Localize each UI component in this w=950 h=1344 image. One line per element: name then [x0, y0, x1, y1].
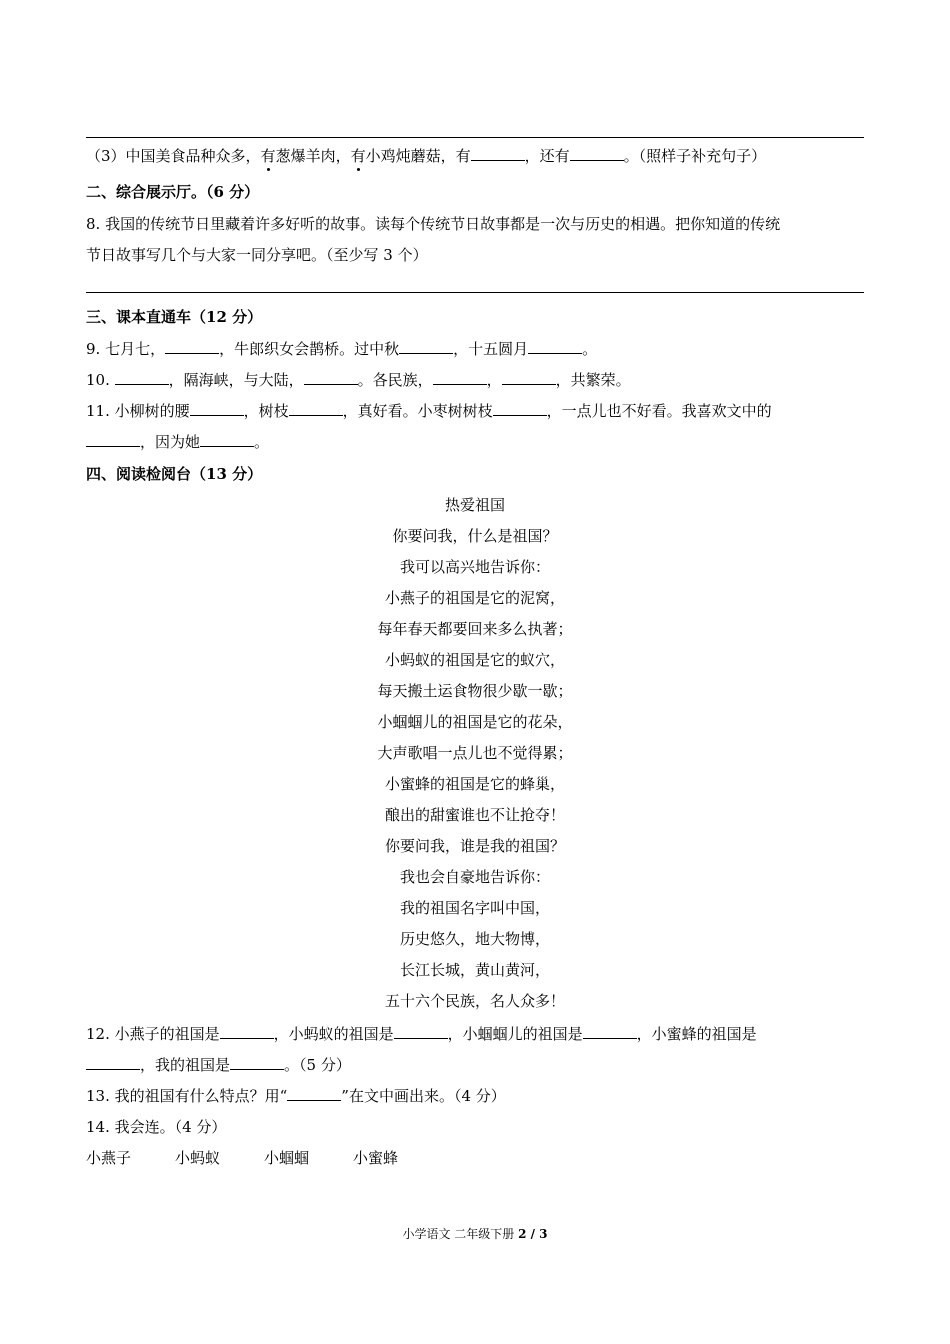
fill-blank[interactable] — [433, 370, 487, 385]
text: 。 — [582, 340, 598, 358]
text: （3）中国美食品种众多， — [86, 147, 261, 165]
fill-blank[interactable] — [528, 339, 582, 354]
poem-line: 历史悠久，地大物博， — [399, 930, 550, 948]
fill-blank[interactable] — [493, 401, 547, 416]
dotted-char: 有 — [260, 147, 276, 165]
question-14: 14. 我会连。（4 分） — [86, 1118, 227, 1136]
text: 。各民族， — [357, 371, 433, 389]
question-9 — [86, 339, 866, 359]
text: 11. 小柳树的腰 — [86, 402, 190, 420]
fill-blank[interactable] — [230, 1055, 284, 1070]
match-item-katydid[interactable]: 小蝈蝈 — [264, 1149, 310, 1167]
fill-blank[interactable] — [399, 339, 453, 354]
fill-blank[interactable] — [583, 1024, 637, 1039]
question-12-line-1 — [86, 1024, 866, 1044]
fill-blank[interactable] — [165, 339, 219, 354]
section-4-heading: 四、阅读检阅台（13 分） — [86, 465, 263, 483]
fill-blank[interactable] — [190, 401, 244, 416]
fill-blank[interactable] — [200, 432, 254, 447]
fill-blank[interactable] — [394, 1024, 448, 1039]
text: ，隔海峡，与大陆， — [168, 371, 304, 389]
poem-line: 五十六个民族，名人众多！ — [384, 992, 565, 1010]
poem-line: 小蝈蝈儿的祖国是它的花朵， — [377, 713, 573, 731]
fill-blank[interactable] — [304, 370, 358, 385]
question-11-line-2 — [86, 432, 866, 452]
underline-sample — [287, 1086, 341, 1101]
poem-line: 每年春天都要回来多么执著； — [377, 620, 573, 638]
question-12-line-2 — [86, 1055, 866, 1075]
fill-blank[interactable] — [115, 370, 169, 385]
page-number: 2 / 3 — [518, 1227, 548, 1241]
section-2-heading: 二、综合展示厅。（6 分） — [86, 183, 260, 201]
poem-line: 你要问我，什么是祖国？ — [392, 527, 558, 545]
poem-line: 小蜜蜂的祖国是它的蜂巢， — [384, 775, 565, 793]
answer-line — [86, 137, 864, 138]
text: 12. 小燕子的祖国是 — [86, 1025, 220, 1043]
footer-text: 小学语文 二年级下册 — [402, 1227, 519, 1241]
text: ，小蝈蝈儿的祖国是 — [447, 1025, 583, 1043]
poem-line: 小蚂蚁的祖国是它的蚁穴， — [384, 651, 565, 669]
poem-title: 热爱祖国 — [444, 496, 505, 514]
fill-blank[interactable] — [86, 1055, 140, 1070]
text: 13. 我的祖国有什么特点？用“ — [86, 1087, 288, 1105]
section-3-heading: 三、课本直通车（12 分） — [86, 308, 263, 326]
text: 。 — [254, 433, 270, 451]
poem-line: 小燕子的祖国是它的泥窝， — [384, 589, 565, 607]
text: ，小蚂蚁的祖国是 — [273, 1025, 394, 1043]
text: ，一点儿也不好看。我喜欢文中的 — [546, 402, 772, 420]
poem-line: 我也会自豪地告诉你： — [399, 868, 550, 886]
text: 10. — [86, 371, 115, 389]
text: 。（照样子补充句子） — [623, 147, 767, 165]
poem-line: 酿出的甜蜜谁也不让抢夺！ — [384, 806, 565, 824]
text: ，牛郎织女会鹊桥。过中秋 — [219, 340, 400, 358]
fill-blank[interactable] — [289, 401, 343, 416]
text: ， — [486, 371, 502, 389]
text: ，我的祖国是 — [140, 1056, 231, 1074]
fill-blank[interactable] — [502, 370, 556, 385]
fill-blank[interactable] — [86, 432, 140, 447]
text: ，真好看。小枣树树枝 — [342, 402, 493, 420]
poem-line: 大声歌唱一点儿也不觉得累； — [377, 744, 573, 762]
question-8-line-1: 8. 我国的传统节日里藏着许多好听的故事。读每个传统节日故事都是一次与历史的相遇。把你知道的传统 — [86, 215, 781, 233]
text: ”在文中画出来。（4 分） — [341, 1087, 506, 1105]
text: ，共繁荣。 — [555, 371, 631, 389]
text: 葱爆羊肉， — [275, 147, 351, 165]
match-item-bee[interactable]: 小蜜蜂 — [353, 1149, 399, 1167]
text: ，小蜜蜂的祖国是 — [636, 1025, 757, 1043]
poem-line: 长江长城，黄山黄河， — [399, 961, 550, 979]
question-11-line-1 — [86, 401, 866, 421]
poem-line: 每天搬土运食物很少歇一歇； — [377, 682, 573, 700]
answer-line — [86, 292, 864, 293]
fill-blank[interactable] — [220, 1024, 274, 1039]
question-7-3 — [86, 146, 866, 166]
text: 小鸡炖蘑菇，有 — [365, 147, 471, 165]
fill-blank[interactable] — [570, 146, 624, 161]
fill-blank[interactable] — [471, 146, 525, 161]
text: ，还有 — [524, 147, 570, 165]
page-footer — [0, 1226, 950, 1242]
dotted-char: 有 — [350, 147, 366, 165]
poem-line: 你要问我，谁是我的祖国？ — [384, 837, 565, 855]
text: ，十五圆月 — [453, 340, 529, 358]
match-item-swallow[interactable]: 小燕子 — [86, 1149, 132, 1167]
text: ，树枝 — [243, 402, 289, 420]
question-10 — [86, 370, 866, 390]
text: ，因为她 — [140, 433, 201, 451]
poem-line: 我可以高兴地告诉你： — [399, 558, 550, 576]
text: 。（5 分） — [284, 1056, 351, 1074]
question-13 — [86, 1086, 866, 1106]
question-8-line-2: 节日故事写几个与大家一同分享吧。（至少写 3 个） — [86, 246, 428, 264]
text: 9. 七月七， — [86, 340, 166, 358]
poem-line: 我的祖国名字叫中国， — [399, 899, 550, 917]
matching-items — [86, 1148, 866, 1168]
match-item-ant[interactable]: 小蚂蚁 — [175, 1149, 221, 1167]
